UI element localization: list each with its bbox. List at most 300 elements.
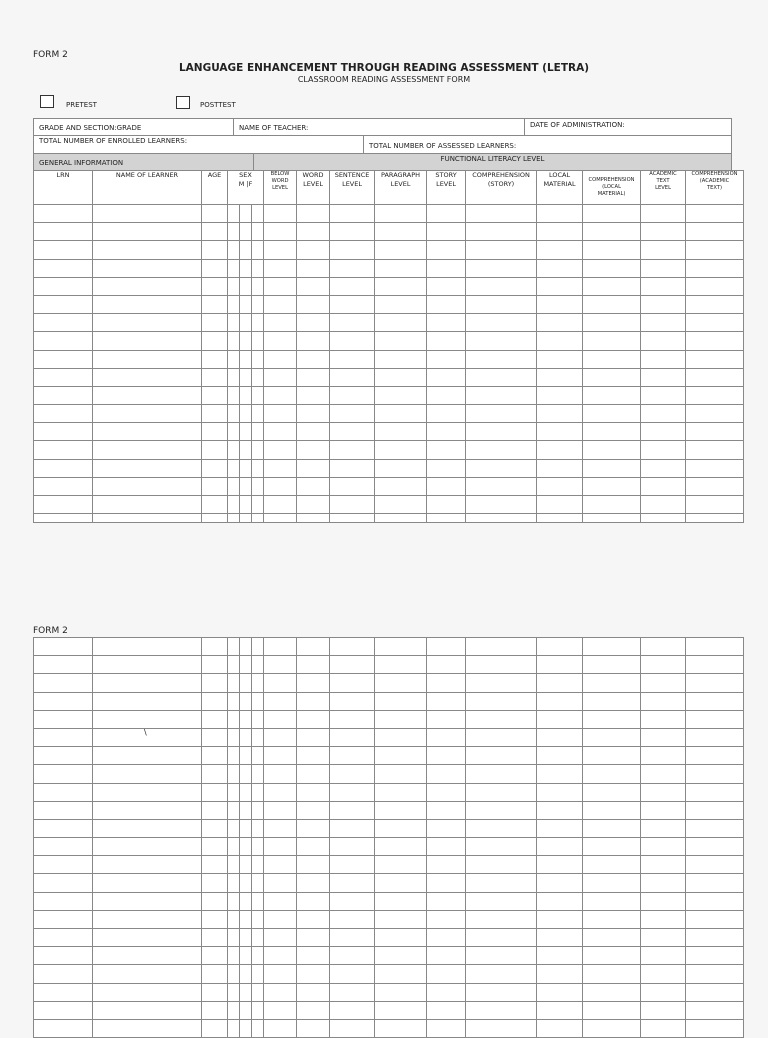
table-cell[interactable] bbox=[375, 983, 427, 1001]
table-cell[interactable] bbox=[375, 874, 427, 892]
table-cell[interactable] bbox=[252, 947, 264, 965]
table-cell[interactable] bbox=[583, 929, 641, 947]
table-cell[interactable] bbox=[537, 819, 583, 837]
table-cell[interactable] bbox=[330, 929, 375, 947]
table-cell[interactable] bbox=[264, 314, 297, 332]
table-cell[interactable] bbox=[264, 728, 297, 746]
table-cell[interactable] bbox=[297, 874, 330, 892]
table-cell[interactable] bbox=[330, 710, 375, 728]
table-cell[interactable] bbox=[375, 638, 427, 656]
table-cell[interactable] bbox=[583, 332, 641, 350]
table-cell[interactable] bbox=[34, 496, 93, 514]
table-cell[interactable] bbox=[537, 656, 583, 674]
table-cell[interactable] bbox=[537, 874, 583, 892]
table-cell[interactable] bbox=[537, 765, 583, 783]
table-cell[interactable] bbox=[93, 459, 202, 477]
table-cell[interactable] bbox=[466, 783, 537, 801]
table-cell[interactable] bbox=[252, 1019, 264, 1037]
table-cell[interactable] bbox=[466, 368, 537, 386]
table-cell[interactable] bbox=[240, 656, 252, 674]
table-cell[interactable] bbox=[427, 350, 466, 368]
table-cell[interactable] bbox=[583, 441, 641, 459]
table-cell[interactable] bbox=[264, 983, 297, 1001]
table-cell[interactable] bbox=[34, 259, 93, 277]
table-cell[interactable] bbox=[228, 983, 240, 1001]
table-cell[interactable] bbox=[252, 332, 264, 350]
table-cell[interactable] bbox=[427, 223, 466, 241]
table-cell[interactable] bbox=[34, 1019, 93, 1037]
table-cell[interactable] bbox=[330, 656, 375, 674]
table-cell[interactable] bbox=[375, 947, 427, 965]
table-cell[interactable] bbox=[202, 947, 228, 965]
table-cell[interactable] bbox=[297, 368, 330, 386]
table-cell[interactable] bbox=[641, 801, 686, 819]
table-cell[interactable] bbox=[583, 856, 641, 874]
table-cell[interactable] bbox=[686, 674, 744, 692]
table-cell[interactable] bbox=[202, 856, 228, 874]
table-cell[interactable] bbox=[686, 259, 744, 277]
table-cell[interactable] bbox=[330, 783, 375, 801]
table-cell[interactable] bbox=[297, 765, 330, 783]
table-cell[interactable] bbox=[93, 801, 202, 819]
table-cell[interactable] bbox=[34, 728, 93, 746]
table-cell[interactable] bbox=[240, 477, 252, 495]
table-cell[interactable] bbox=[202, 801, 228, 819]
table-cell[interactable] bbox=[93, 1001, 202, 1019]
table-cell[interactable] bbox=[427, 423, 466, 441]
table-cell[interactable] bbox=[264, 674, 297, 692]
table-cell[interactable] bbox=[34, 277, 93, 295]
table-cell[interactable] bbox=[264, 892, 297, 910]
table-cell[interactable] bbox=[686, 295, 744, 313]
table-cell[interactable] bbox=[641, 929, 686, 947]
table-cell[interactable] bbox=[264, 947, 297, 965]
table-cell[interactable] bbox=[686, 514, 744, 523]
table-cell[interactable] bbox=[330, 496, 375, 514]
table-cell[interactable] bbox=[252, 929, 264, 947]
table-cell[interactable] bbox=[34, 874, 93, 892]
table-cell[interactable] bbox=[297, 947, 330, 965]
table-cell[interactable] bbox=[252, 477, 264, 495]
table-cell[interactable] bbox=[252, 459, 264, 477]
table-cell[interactable] bbox=[202, 710, 228, 728]
table-cell[interactable] bbox=[330, 983, 375, 1001]
table-cell[interactable] bbox=[264, 1019, 297, 1037]
table-cell[interactable] bbox=[583, 368, 641, 386]
teacher-field[interactable] bbox=[233, 118, 525, 136]
table-cell[interactable] bbox=[427, 332, 466, 350]
table-cell[interactable] bbox=[34, 838, 93, 856]
table-cell[interactable] bbox=[537, 910, 583, 928]
table-cell[interactable] bbox=[330, 514, 375, 523]
table-cell[interactable] bbox=[375, 423, 427, 441]
table-cell[interactable] bbox=[427, 314, 466, 332]
table-cell[interactable] bbox=[202, 241, 228, 259]
table-cell[interactable] bbox=[252, 441, 264, 459]
assessed-field[interactable] bbox=[363, 135, 732, 154]
table-cell[interactable] bbox=[427, 514, 466, 523]
table-cell[interactable] bbox=[466, 656, 537, 674]
table-cell[interactable] bbox=[228, 423, 240, 441]
posttest-checkbox[interactable] bbox=[176, 96, 190, 109]
table-cell[interactable] bbox=[297, 277, 330, 295]
table-cell[interactable] bbox=[228, 368, 240, 386]
table-cell[interactable] bbox=[297, 728, 330, 746]
table-cell[interactable] bbox=[583, 692, 641, 710]
table-cell[interactable] bbox=[93, 638, 202, 656]
table-cell[interactable] bbox=[202, 656, 228, 674]
table-cell[interactable] bbox=[641, 983, 686, 1001]
table-cell[interactable] bbox=[93, 386, 202, 404]
table-cell[interactable] bbox=[240, 765, 252, 783]
table-cell[interactable] bbox=[583, 765, 641, 783]
table-cell[interactable] bbox=[375, 1001, 427, 1019]
table-cell[interactable] bbox=[228, 874, 240, 892]
table-cell[interactable] bbox=[641, 947, 686, 965]
table-cell[interactable] bbox=[537, 710, 583, 728]
table-cell[interactable] bbox=[93, 205, 202, 223]
table-cell[interactable] bbox=[466, 856, 537, 874]
table-cell[interactable] bbox=[583, 838, 641, 856]
table-cell[interactable] bbox=[240, 674, 252, 692]
table-cell[interactable] bbox=[202, 514, 228, 523]
table-cell[interactable] bbox=[686, 892, 744, 910]
table-cell[interactable] bbox=[264, 838, 297, 856]
table-cell[interactable] bbox=[93, 710, 202, 728]
table-cell[interactable] bbox=[34, 747, 93, 765]
table-cell[interactable] bbox=[583, 983, 641, 1001]
table-cell[interactable] bbox=[686, 656, 744, 674]
table-cell[interactable] bbox=[264, 477, 297, 495]
table-cell[interactable] bbox=[228, 277, 240, 295]
table-cell[interactable] bbox=[93, 983, 202, 1001]
table-cell[interactable] bbox=[202, 423, 228, 441]
table-cell[interactable] bbox=[297, 295, 330, 313]
table-cell[interactable] bbox=[641, 638, 686, 656]
table-cell[interactable] bbox=[427, 1019, 466, 1037]
table-cell[interactable] bbox=[427, 277, 466, 295]
table-cell[interactable] bbox=[686, 223, 744, 241]
table-cell[interactable] bbox=[641, 241, 686, 259]
table-cell[interactable] bbox=[686, 819, 744, 837]
table-cell[interactable] bbox=[297, 314, 330, 332]
table-cell[interactable] bbox=[34, 314, 93, 332]
table-cell[interactable] bbox=[641, 223, 686, 241]
table-cell[interactable] bbox=[427, 765, 466, 783]
table-cell[interactable] bbox=[375, 350, 427, 368]
table-cell[interactable] bbox=[228, 295, 240, 313]
table-cell[interactable] bbox=[641, 332, 686, 350]
table-cell[interactable] bbox=[375, 892, 427, 910]
table-cell[interactable] bbox=[330, 947, 375, 965]
table-cell[interactable] bbox=[228, 459, 240, 477]
table-cell[interactable] bbox=[252, 241, 264, 259]
table-cell[interactable] bbox=[427, 1001, 466, 1019]
table-cell[interactable] bbox=[330, 838, 375, 856]
table-cell[interactable] bbox=[375, 205, 427, 223]
table-cell[interactable] bbox=[34, 405, 93, 423]
table-cell[interactable] bbox=[297, 747, 330, 765]
table-cell[interactable] bbox=[375, 405, 427, 423]
table-cell[interactable] bbox=[297, 1019, 330, 1037]
table-cell[interactable] bbox=[34, 477, 93, 495]
table-cell[interactable] bbox=[466, 674, 537, 692]
table-cell[interactable] bbox=[427, 638, 466, 656]
table-cell[interactable] bbox=[686, 838, 744, 856]
table-cell[interactable] bbox=[375, 277, 427, 295]
table-cell[interactable] bbox=[252, 223, 264, 241]
table-cell[interactable] bbox=[537, 674, 583, 692]
table-cell[interactable] bbox=[686, 314, 744, 332]
table-cell[interactable] bbox=[537, 441, 583, 459]
table-cell[interactable] bbox=[252, 1001, 264, 1019]
table-cell[interactable] bbox=[264, 819, 297, 837]
table-cell[interactable] bbox=[641, 477, 686, 495]
table-cell[interactable] bbox=[583, 259, 641, 277]
table-cell[interactable] bbox=[537, 1001, 583, 1019]
table-cell[interactable] bbox=[583, 205, 641, 223]
table-cell[interactable] bbox=[93, 783, 202, 801]
table-cell[interactable] bbox=[537, 638, 583, 656]
table-cell[interactable] bbox=[297, 477, 330, 495]
table-cell[interactable] bbox=[686, 910, 744, 928]
table-cell[interactable] bbox=[228, 947, 240, 965]
table-cell[interactable] bbox=[264, 423, 297, 441]
table-cell[interactable] bbox=[34, 801, 93, 819]
table-cell[interactable] bbox=[583, 477, 641, 495]
table-cell[interactable] bbox=[34, 638, 93, 656]
table-cell[interactable] bbox=[297, 710, 330, 728]
table-cell[interactable] bbox=[93, 1019, 202, 1037]
table-cell[interactable] bbox=[297, 423, 330, 441]
table-cell[interactable] bbox=[466, 819, 537, 837]
table-cell[interactable] bbox=[427, 983, 466, 1001]
table-cell[interactable] bbox=[240, 223, 252, 241]
table-cell[interactable] bbox=[264, 710, 297, 728]
table-cell[interactable] bbox=[583, 819, 641, 837]
table-cell[interactable] bbox=[252, 405, 264, 423]
table-cell[interactable] bbox=[297, 386, 330, 404]
table-cell[interactable] bbox=[228, 965, 240, 983]
table-cell[interactable] bbox=[228, 638, 240, 656]
table-cell[interactable] bbox=[240, 423, 252, 441]
table-cell[interactable] bbox=[264, 801, 297, 819]
table-cell[interactable] bbox=[537, 350, 583, 368]
table-cell[interactable] bbox=[202, 295, 228, 313]
table-cell[interactable] bbox=[583, 947, 641, 965]
table-cell[interactable] bbox=[252, 965, 264, 983]
table-cell[interactable] bbox=[93, 295, 202, 313]
table-cell[interactable] bbox=[583, 350, 641, 368]
table-cell[interactable] bbox=[297, 783, 330, 801]
table-cell[interactable] bbox=[583, 1019, 641, 1037]
table-cell[interactable] bbox=[375, 710, 427, 728]
table-cell[interactable] bbox=[330, 892, 375, 910]
table-cell[interactable] bbox=[34, 856, 93, 874]
table-cell[interactable] bbox=[93, 656, 202, 674]
table-cell[interactable] bbox=[240, 1001, 252, 1019]
table-cell[interactable] bbox=[297, 496, 330, 514]
table-cell[interactable] bbox=[240, 386, 252, 404]
table-cell[interactable] bbox=[537, 947, 583, 965]
table-cell[interactable] bbox=[240, 1019, 252, 1037]
table-cell[interactable] bbox=[330, 205, 375, 223]
table-cell[interactable] bbox=[583, 710, 641, 728]
table-cell[interactable] bbox=[375, 674, 427, 692]
table-cell[interactable] bbox=[641, 314, 686, 332]
table-cell[interactable] bbox=[93, 929, 202, 947]
table-cell[interactable] bbox=[427, 692, 466, 710]
table-cell[interactable] bbox=[375, 783, 427, 801]
table-cell[interactable] bbox=[228, 441, 240, 459]
table-cell[interactable] bbox=[297, 910, 330, 928]
table-cell[interactable] bbox=[375, 514, 427, 523]
table-cell[interactable] bbox=[375, 314, 427, 332]
table-cell[interactable] bbox=[202, 965, 228, 983]
table-cell[interactable] bbox=[537, 241, 583, 259]
table-cell[interactable] bbox=[686, 496, 744, 514]
table-cell[interactable] bbox=[330, 386, 375, 404]
table-cell[interactable] bbox=[228, 892, 240, 910]
table-cell[interactable] bbox=[34, 674, 93, 692]
table-cell[interactable] bbox=[240, 856, 252, 874]
table-cell[interactable] bbox=[686, 856, 744, 874]
table-cell[interactable] bbox=[583, 728, 641, 746]
table-cell[interactable] bbox=[202, 819, 228, 837]
table-cell[interactable] bbox=[466, 747, 537, 765]
table-cell[interactable] bbox=[264, 965, 297, 983]
table-cell[interactable] bbox=[93, 241, 202, 259]
table-cell[interactable] bbox=[375, 223, 427, 241]
grade-section-field[interactable] bbox=[33, 118, 234, 136]
table-cell[interactable] bbox=[297, 350, 330, 368]
table-cell[interactable] bbox=[375, 477, 427, 495]
table-cell[interactable] bbox=[34, 386, 93, 404]
table-cell[interactable] bbox=[264, 747, 297, 765]
table-cell[interactable] bbox=[330, 350, 375, 368]
table-cell[interactable] bbox=[202, 874, 228, 892]
table-cell[interactable] bbox=[686, 332, 744, 350]
table-cell[interactable] bbox=[252, 838, 264, 856]
table-cell[interactable] bbox=[427, 874, 466, 892]
table-cell[interactable] bbox=[93, 965, 202, 983]
table-cell[interactable] bbox=[583, 405, 641, 423]
table-cell[interactable] bbox=[34, 241, 93, 259]
table-cell[interactable] bbox=[240, 929, 252, 947]
table-cell[interactable] bbox=[264, 368, 297, 386]
table-cell[interactable] bbox=[240, 205, 252, 223]
table-cell[interactable] bbox=[686, 929, 744, 947]
table-cell[interactable] bbox=[202, 477, 228, 495]
table-cell[interactable] bbox=[228, 477, 240, 495]
table-cell[interactable] bbox=[686, 386, 744, 404]
table-cell[interactable] bbox=[466, 1001, 537, 1019]
table-cell[interactable] bbox=[537, 277, 583, 295]
table-cell[interactable] bbox=[641, 710, 686, 728]
table-cell[interactable] bbox=[427, 801, 466, 819]
table-cell[interactable] bbox=[252, 892, 264, 910]
table-cell[interactable] bbox=[330, 277, 375, 295]
table-cell[interactable] bbox=[330, 405, 375, 423]
table-cell[interactable] bbox=[34, 765, 93, 783]
table-cell[interactable] bbox=[375, 459, 427, 477]
table-cell[interactable] bbox=[686, 692, 744, 710]
table-cell[interactable] bbox=[537, 477, 583, 495]
table-cell[interactable] bbox=[330, 441, 375, 459]
table-cell[interactable] bbox=[228, 783, 240, 801]
table-cell[interactable] bbox=[427, 947, 466, 965]
table-cell[interactable] bbox=[202, 638, 228, 656]
table-cell[interactable] bbox=[297, 241, 330, 259]
table-cell[interactable] bbox=[264, 350, 297, 368]
table-cell[interactable] bbox=[264, 929, 297, 947]
table-cell[interactable] bbox=[466, 405, 537, 423]
table-cell[interactable] bbox=[466, 874, 537, 892]
table-cell[interactable] bbox=[240, 947, 252, 965]
table-cell[interactable] bbox=[641, 295, 686, 313]
table-cell[interactable] bbox=[375, 910, 427, 928]
table-cell[interactable] bbox=[427, 459, 466, 477]
table-cell[interactable] bbox=[686, 441, 744, 459]
table-cell[interactable] bbox=[330, 856, 375, 874]
table-cell[interactable] bbox=[252, 983, 264, 1001]
table-cell[interactable] bbox=[264, 441, 297, 459]
table-cell[interactable] bbox=[537, 259, 583, 277]
table-cell[interactable] bbox=[297, 929, 330, 947]
table-cell[interactable] bbox=[686, 459, 744, 477]
table-cell[interactable] bbox=[240, 314, 252, 332]
table-cell[interactable] bbox=[537, 692, 583, 710]
table-cell[interactable] bbox=[34, 710, 93, 728]
table-cell[interactable] bbox=[34, 350, 93, 368]
table-cell[interactable] bbox=[686, 947, 744, 965]
table-cell[interactable] bbox=[466, 386, 537, 404]
table-cell[interactable] bbox=[330, 295, 375, 313]
table-cell[interactable] bbox=[240, 350, 252, 368]
table-cell[interactable] bbox=[583, 514, 641, 523]
table-cell[interactable] bbox=[228, 692, 240, 710]
table-cell[interactable] bbox=[375, 929, 427, 947]
table-cell[interactable] bbox=[330, 819, 375, 837]
table-cell[interactable] bbox=[375, 965, 427, 983]
table-cell[interactable] bbox=[466, 332, 537, 350]
table-cell[interactable] bbox=[641, 656, 686, 674]
table-cell[interactable] bbox=[537, 856, 583, 874]
table-cell[interactable] bbox=[537, 728, 583, 746]
table-cell[interactable] bbox=[240, 514, 252, 523]
table-cell[interactable] bbox=[330, 1019, 375, 1037]
table-cell[interactable] bbox=[466, 223, 537, 241]
table-cell[interactable] bbox=[264, 638, 297, 656]
table-cell[interactable] bbox=[686, 710, 744, 728]
table-cell[interactable] bbox=[202, 765, 228, 783]
table-cell[interactable] bbox=[330, 241, 375, 259]
table-cell[interactable] bbox=[583, 656, 641, 674]
table-cell[interactable] bbox=[537, 965, 583, 983]
table-cell[interactable] bbox=[375, 765, 427, 783]
table-cell[interactable] bbox=[330, 674, 375, 692]
table-cell[interactable] bbox=[427, 747, 466, 765]
table-cell[interactable] bbox=[686, 728, 744, 746]
table-cell[interactable] bbox=[93, 874, 202, 892]
table-cell[interactable] bbox=[264, 405, 297, 423]
table-cell[interactable] bbox=[202, 783, 228, 801]
table-cell[interactable] bbox=[297, 638, 330, 656]
table-cell[interactable] bbox=[466, 1019, 537, 1037]
table-cell[interactable] bbox=[427, 259, 466, 277]
table-cell[interactable] bbox=[427, 674, 466, 692]
table-cell[interactable] bbox=[375, 1019, 427, 1037]
